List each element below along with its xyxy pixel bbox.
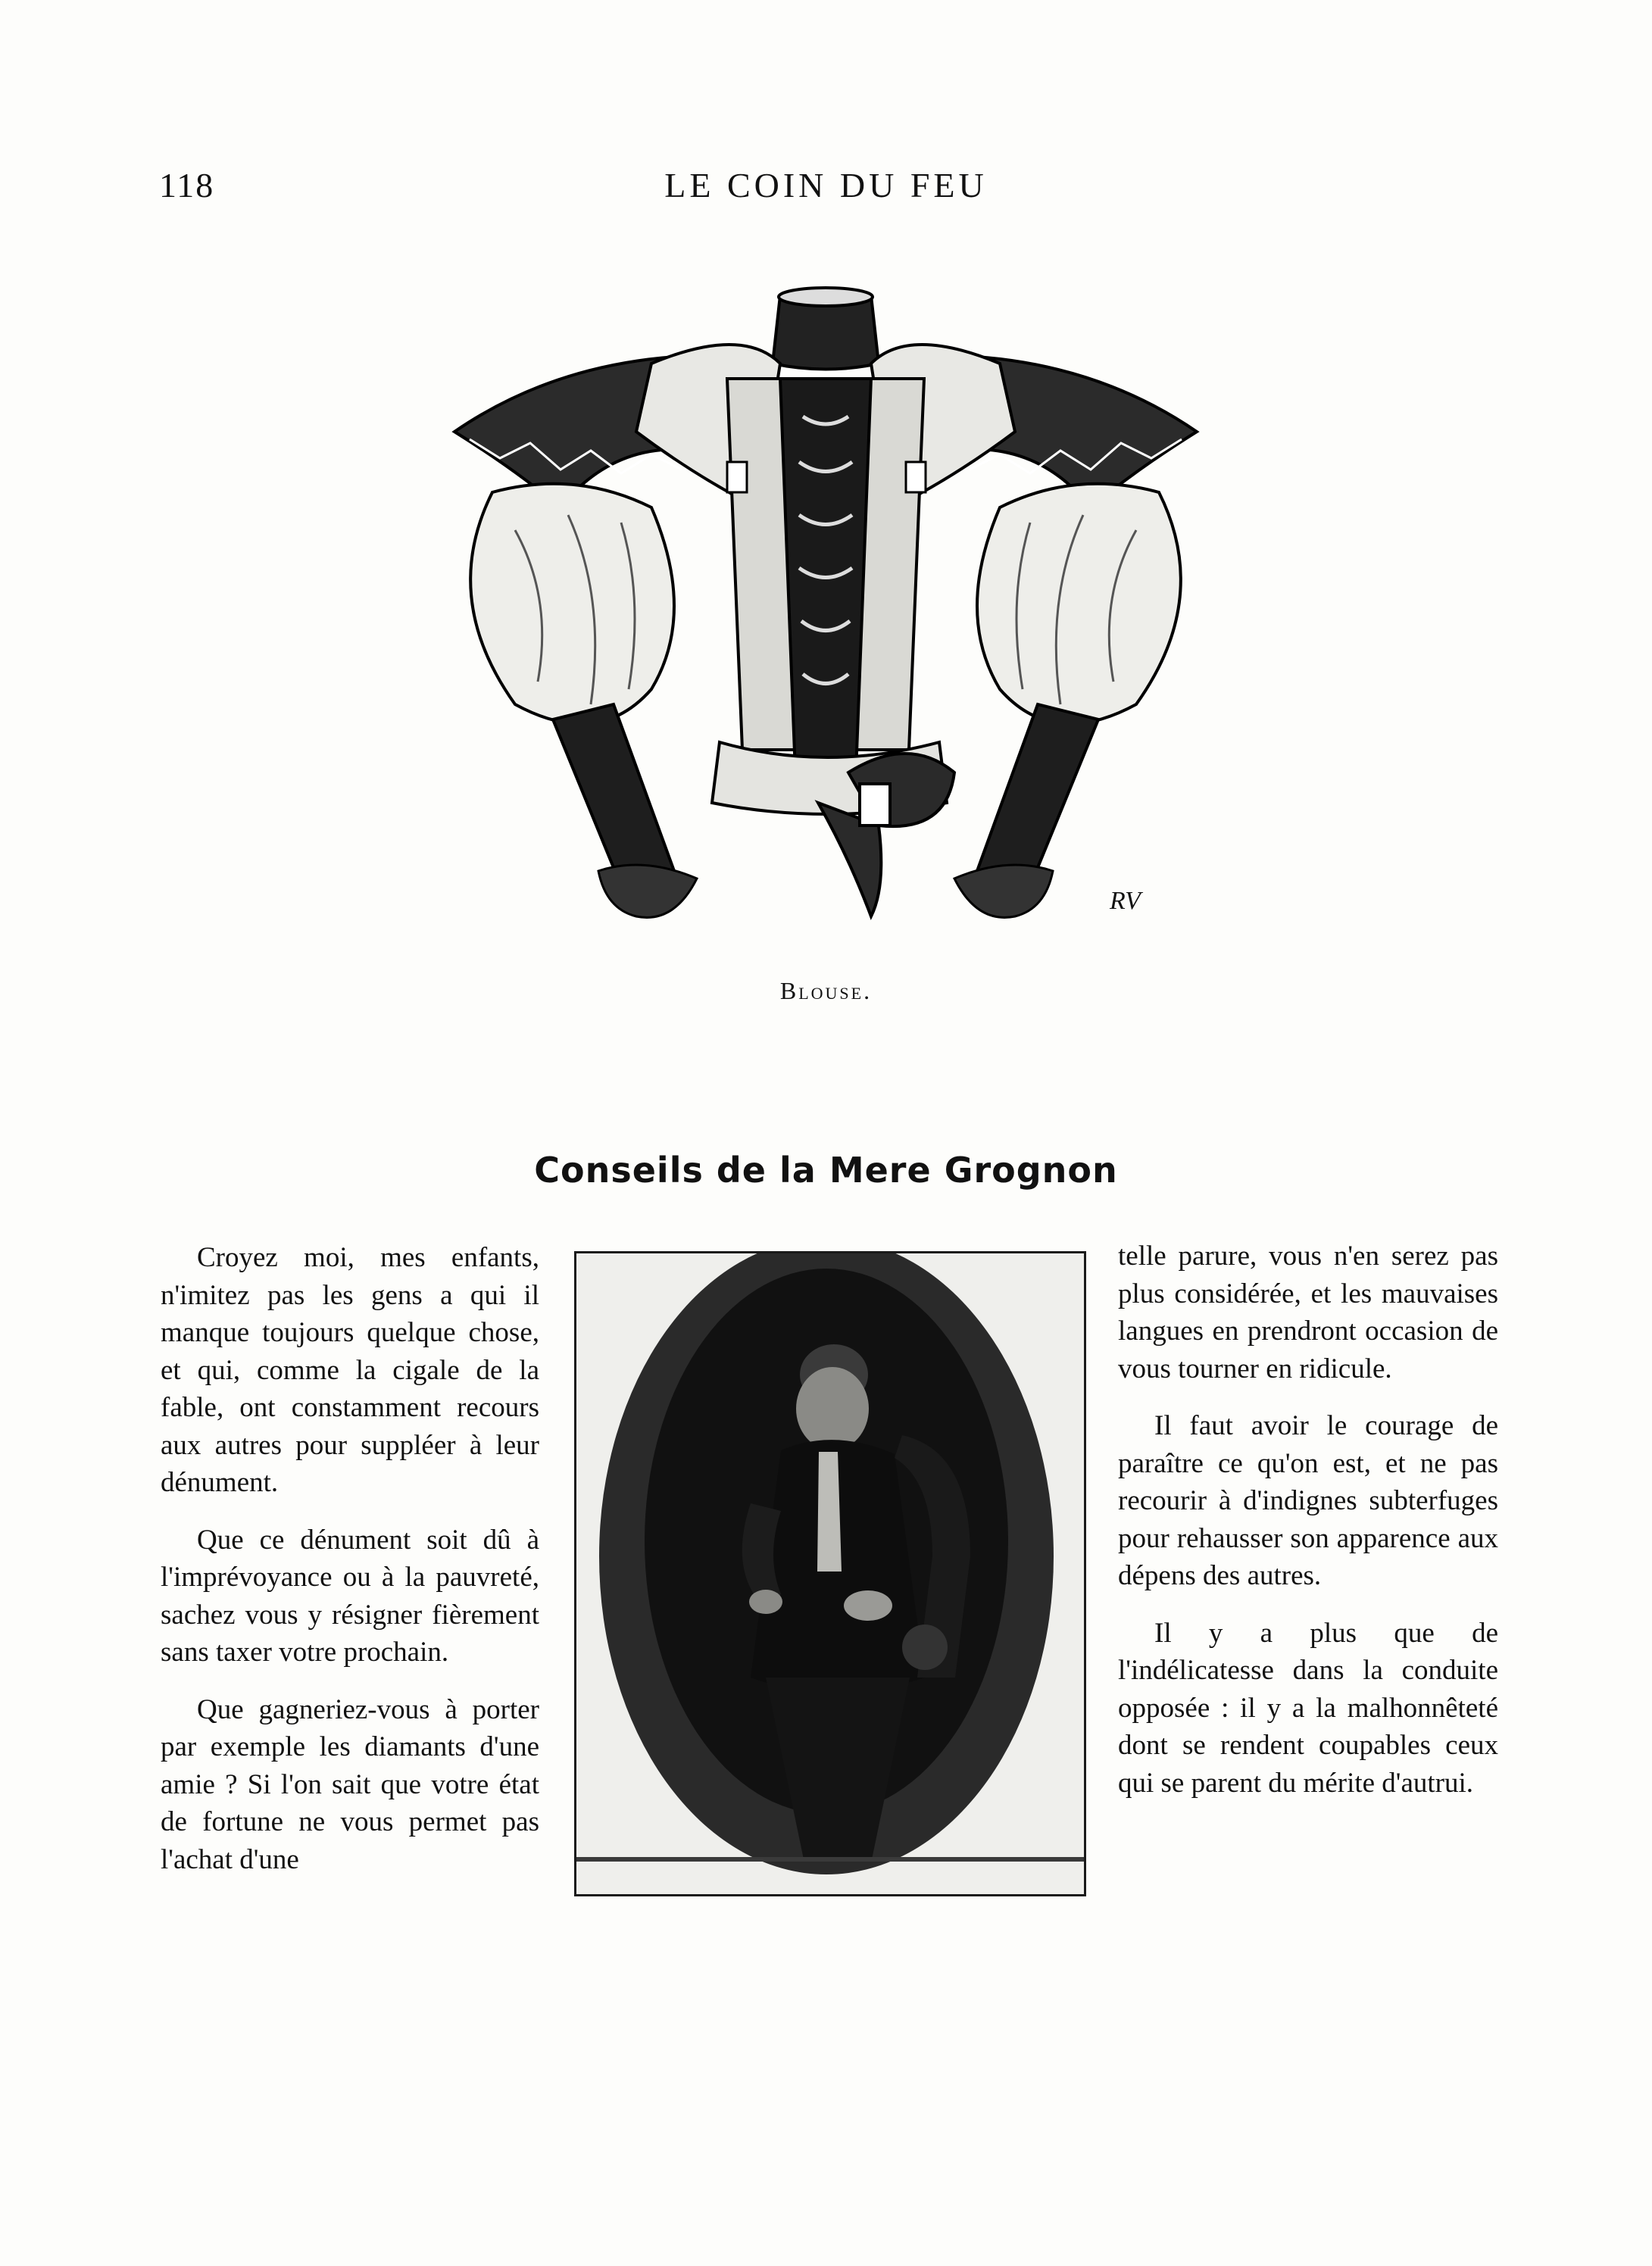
paragraph: Il y a plus que de l'indélicatesse dans la conduite opposée : il y a la malhonnêteté dont se rendent coupables ceux qui se parent du mérite d'autrui. bbox=[1118, 1617, 1498, 1799]
mere-grognon-illustration bbox=[574, 1251, 1086, 1896]
artist-monogram: RV bbox=[1110, 887, 1141, 915]
paragraph: Que ce dénument soit dû à l'imprévoyance ou à la pauvreté, sachez vous y résigner fièrement sans taxer votre prochain. bbox=[161, 1524, 539, 1668]
page-number: 118 bbox=[159, 166, 215, 204]
article-right-column bbox=[1118, 1238, 1498, 1821]
paragraph: telle parure, vous n'en serez pas plus considérée, et les mauvaises langues en prendront occasion de vous tourner en ridicule. bbox=[1118, 1241, 1498, 1384]
blouse-illustration bbox=[424, 280, 1227, 954]
paragraph: Il faut avoir le courage de paraître ce qu'on est, et ne pas recourir à d'indignes subterfuges pour rehausser son apparence aux dépens des autres. bbox=[1118, 1410, 1498, 1591]
article-left-column bbox=[161, 1239, 539, 1898]
paragraph: Croyez moi, mes enfants, n'imitez pas les gens a qui il manque toujours quelque chose, et qui, comme la cigale de la fable, ont constamment recours aux autres pour suppléer à leur dénument. bbox=[161, 1242, 539, 1498]
running-title: LE COIN DU FEU bbox=[664, 166, 988, 204]
paragraph: Que gagneriez-vous à porter par exemple les diamants d'une amie ? Si l'on sait que votre état de fortune ne vous permet pas l'achat d'une bbox=[161, 1693, 539, 1875]
article-title: Conseils de la Mere Grognon bbox=[534, 1150, 1118, 1191]
figure-caption: Blouse. bbox=[779, 977, 873, 1004]
